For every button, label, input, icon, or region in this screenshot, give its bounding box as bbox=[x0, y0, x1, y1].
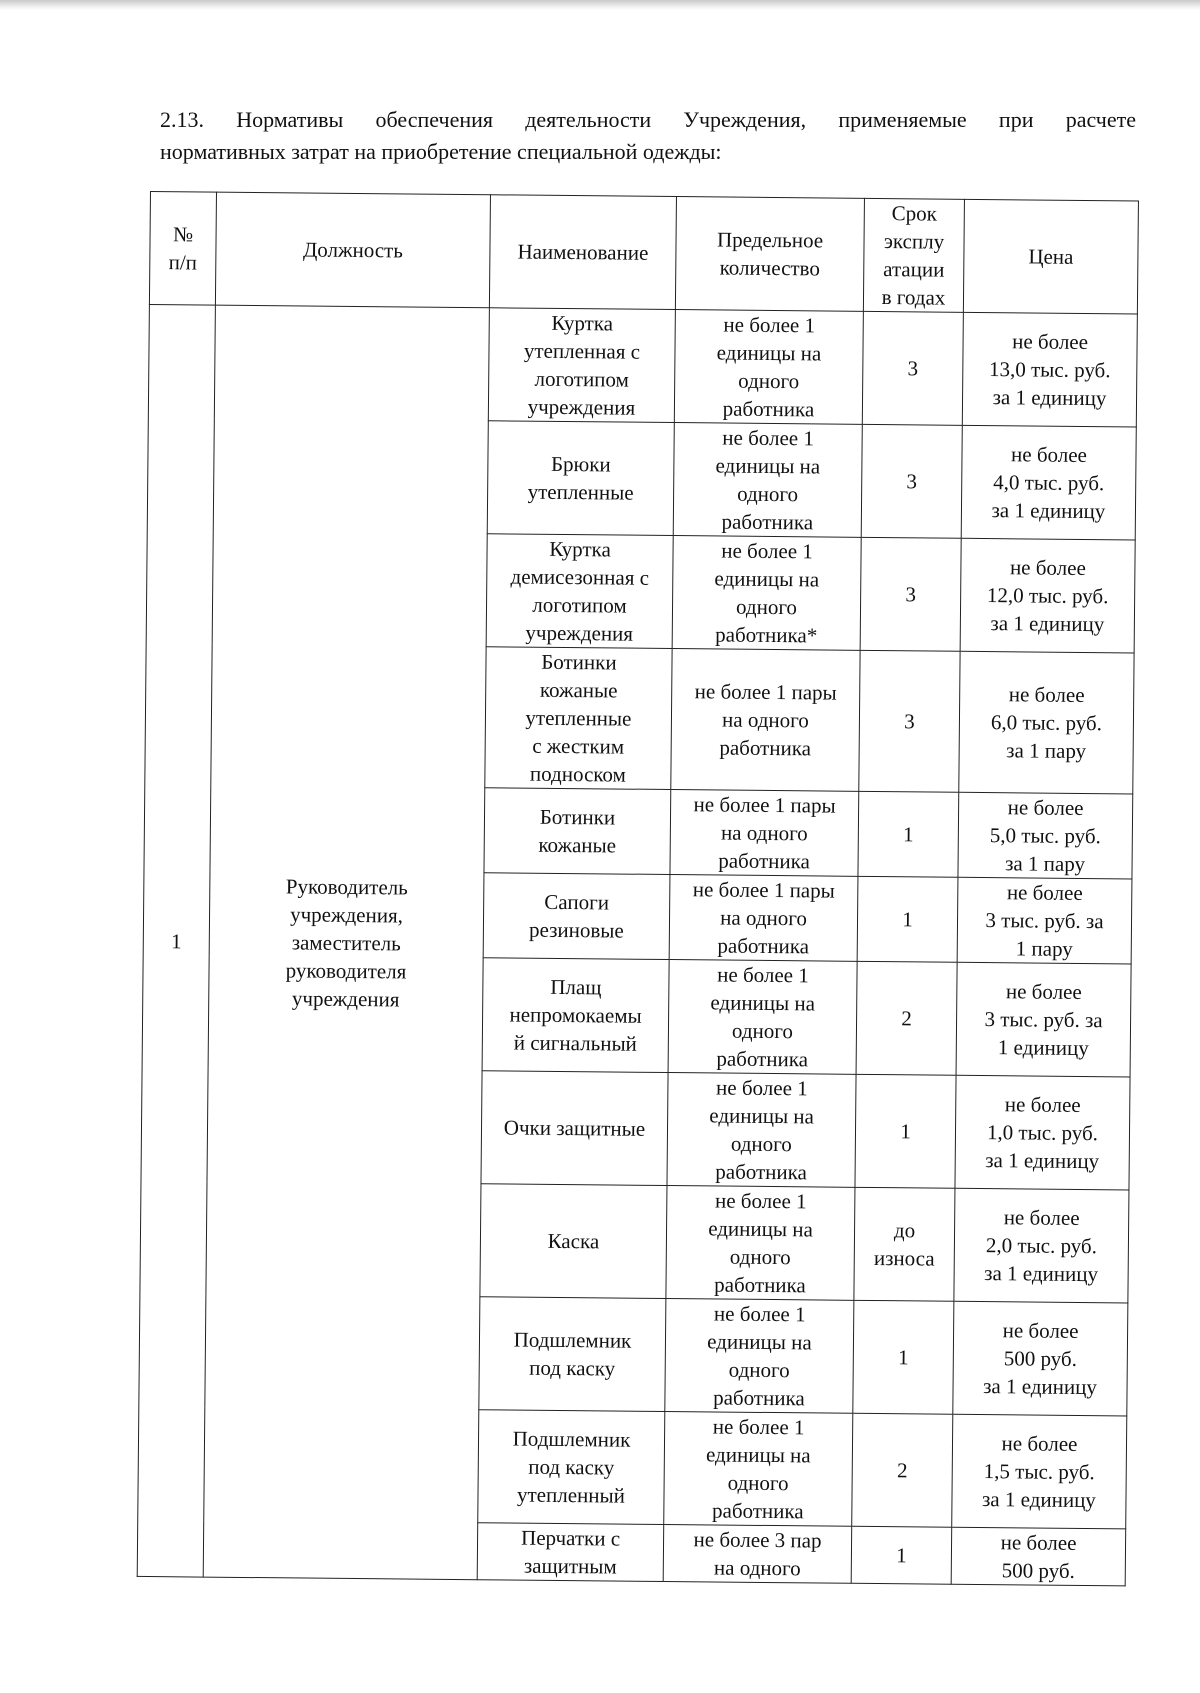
item-name-cell: Плащ непромокаемы й сигнальный bbox=[482, 958, 669, 1073]
header-price: Цена bbox=[963, 199, 1138, 314]
table-header-row bbox=[149, 192, 1138, 314]
quantity-cell: не более 1 единицы на одного работника bbox=[666, 1186, 855, 1301]
clothing-norms-table bbox=[137, 191, 1139, 1586]
term-cell: 1 bbox=[857, 876, 958, 962]
term-cell: 1 bbox=[853, 1300, 954, 1414]
quantity-cell: не более 1 единицы на одного работника bbox=[667, 1073, 856, 1188]
quantity-cell: не более 3 пар на одного bbox=[663, 1524, 852, 1583]
item-name-cell: Каска bbox=[480, 1184, 667, 1299]
price-cell: не более 12,0 тыс. руб. за 1 единицу bbox=[960, 538, 1135, 653]
item-name-cell: Подшлемник под каску утепленный bbox=[478, 1410, 665, 1525]
price-cell: не более 1,5 тыс. руб. за 1 единицу bbox=[952, 1414, 1127, 1529]
position-cell: Руководитель учреждения, заместитель руководителя учреждения bbox=[203, 305, 489, 1580]
term-cell: 3 bbox=[859, 650, 960, 792]
item-name-cell: Сапоги резиновые bbox=[483, 873, 670, 960]
price-cell: не более 3 тыс. руб. за 1 единицу bbox=[956, 962, 1131, 1077]
quantity-cell: не более 1 пары на одного работника bbox=[669, 875, 858, 962]
quantity-cell: не более 1 пары на одного работника bbox=[670, 790, 859, 877]
price-cell: не более 4,0 тыс. руб. за 1 единицу bbox=[961, 425, 1136, 540]
quantity-cell: не более 1 единицы на одного работника bbox=[674, 310, 863, 425]
header-name: Наименование bbox=[489, 195, 676, 310]
term-cell: 2 bbox=[852, 1413, 953, 1527]
price-cell: не более 1,0 тыс. руб. за 1 единицу bbox=[955, 1075, 1130, 1190]
price-cell: не более 5,0 тыс. руб. за 1 пару bbox=[958, 792, 1133, 879]
item-name-cell: Ботинки кожаные утепленные с жестким подноском bbox=[485, 647, 672, 790]
term-cell: 1 bbox=[858, 791, 959, 877]
row-number-cell: 1 bbox=[137, 304, 215, 1577]
item-name-cell: Перчатки с защитным bbox=[477, 1523, 664, 1582]
header-quantity: Предельное количество bbox=[675, 197, 864, 312]
price-cell: не более 500 руб. за 1 единицу bbox=[953, 1301, 1128, 1416]
item-name-cell: Брюки утепленные bbox=[487, 421, 674, 536]
quantity-cell: не более 1 единицы на одного работника bbox=[668, 960, 857, 1075]
quantity-cell: не более 1 единицы на одного работника* bbox=[672, 536, 861, 651]
table-row bbox=[148, 304, 1137, 426]
term-cell: 3 bbox=[862, 311, 963, 425]
price-cell: не более 6,0 тыс. руб. за 1 пару bbox=[959, 651, 1134, 794]
item-name-cell: Куртка утепленная с логотипом учреждения bbox=[488, 308, 675, 423]
term-cell: 3 bbox=[860, 537, 961, 651]
term-cell: 1 bbox=[855, 1074, 956, 1188]
header-term: Срок эксплу атации в годах bbox=[863, 198, 964, 312]
quantity-cell: не более 1 единицы на одного работника bbox=[673, 423, 862, 538]
quantity-cell: не более 1 единицы на одного работника bbox=[664, 1411, 853, 1526]
scan-edge bbox=[0, 0, 1200, 10]
term-cell: 3 bbox=[861, 424, 962, 538]
term-cell: 1 bbox=[851, 1526, 952, 1584]
item-name-cell: Куртка демисезонная с логотипом учреждения bbox=[486, 534, 673, 649]
item-name-cell: Ботинки кожаные bbox=[484, 788, 671, 875]
price-cell: не более 3 тыс. руб. за 1 пару bbox=[957, 877, 1132, 964]
term-cell: до износа bbox=[854, 1187, 955, 1301]
intro-line-2: нормативных затрат на приобретение специальной одежды: bbox=[160, 139, 722, 164]
quantity-cell: не более 1 пары на одного работника bbox=[671, 649, 860, 792]
header-position: Должность bbox=[215, 192, 490, 308]
quantity-cell: не более 1 единицы на одного работника bbox=[665, 1299, 854, 1414]
item-name-cell: Очки защитные bbox=[481, 1071, 668, 1186]
intro-line-1: 2.13. Нормативы обеспечения деятельности Учреждения, применяемые при расчете bbox=[160, 107, 1136, 132]
price-cell: не более 2,0 тыс. руб. за 1 единицу bbox=[954, 1188, 1129, 1303]
price-cell: не более 13,0 тыс. руб. за 1 единицу bbox=[962, 312, 1137, 427]
price-cell: не более 500 руб. bbox=[951, 1527, 1126, 1586]
intro-paragraph bbox=[160, 104, 1136, 168]
item-name-cell: Подшлемник под каску bbox=[479, 1297, 666, 1412]
header-num: № п/п bbox=[149, 192, 216, 306]
term-cell: 2 bbox=[856, 961, 957, 1075]
